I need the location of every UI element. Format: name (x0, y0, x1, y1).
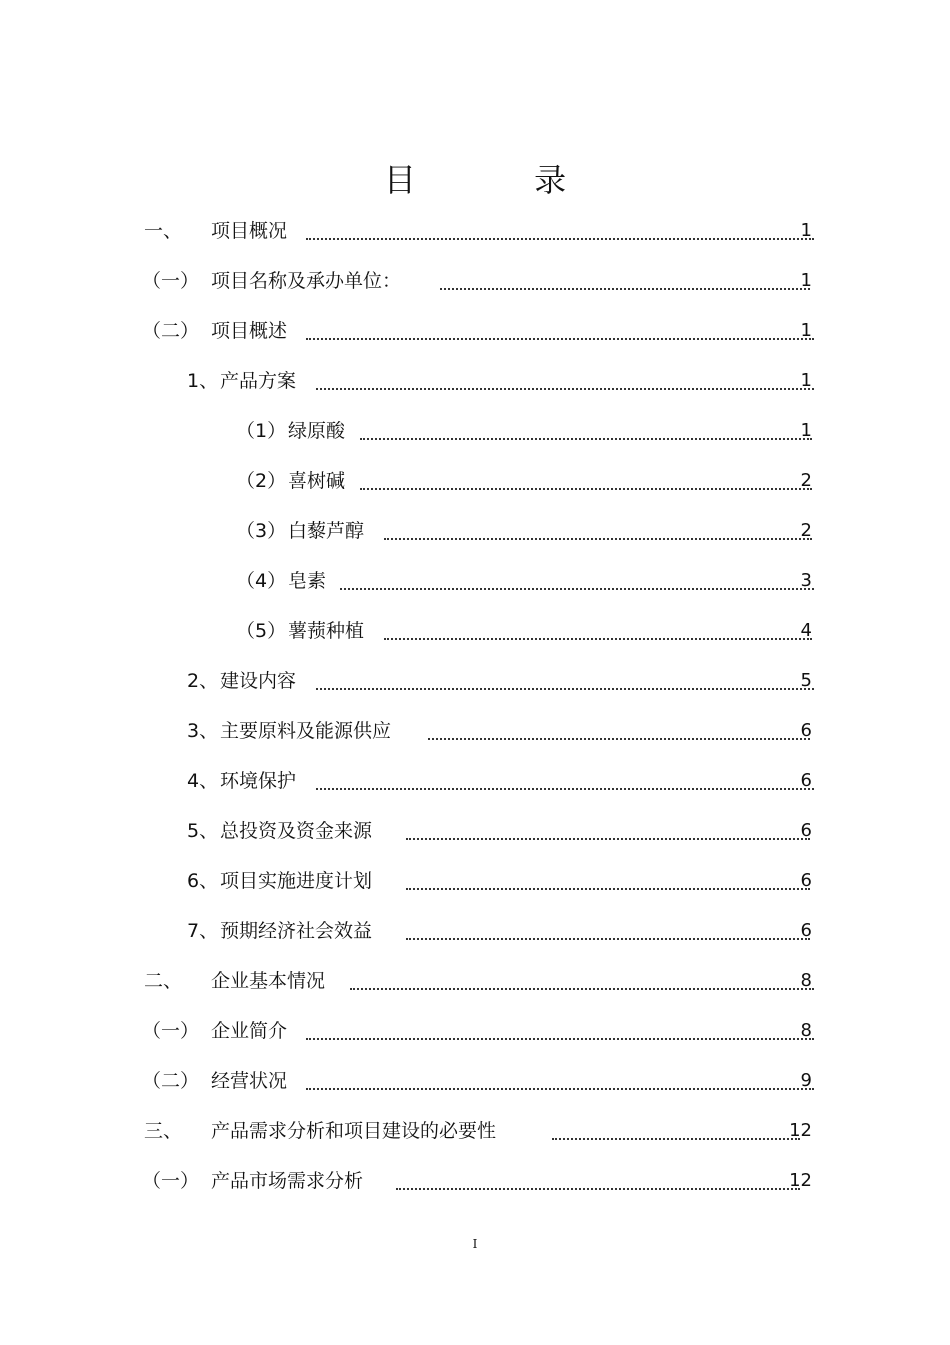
toc-entry[interactable] (0, 216, 950, 246)
toc-entry-label: 主要原料及能源供应 (220, 720, 392, 742)
toc-entry-label: 总投资及资金来源 (220, 820, 373, 842)
toc-entry-page: 12 (789, 1170, 812, 1191)
dot-leader (360, 438, 812, 440)
toc-entry[interactable] (0, 366, 950, 396)
toc-entry-page: 1 (800, 420, 812, 441)
toc-entry-number: （一） (142, 1170, 200, 1192)
toc-entry-label: 产品市场需求分析 (211, 1170, 364, 1192)
toc-entry-page: 12 (789, 1120, 812, 1141)
toc-entry-page: 6 (800, 820, 812, 841)
toc-entry-number: 一、 (144, 220, 183, 242)
toc-entry[interactable] (0, 466, 950, 496)
toc-entry-label: 项目名称及承办单位： (211, 270, 402, 292)
toc-entry[interactable] (0, 616, 950, 646)
toc-entry-label: 绿原酸 (288, 420, 346, 442)
dot-leader (350, 988, 814, 990)
toc-entry-number: （2） (236, 470, 287, 492)
dot-leader (306, 238, 814, 240)
toc-entry-label: 皂素 (288, 570, 327, 592)
toc-entry-page: 4 (800, 620, 812, 641)
toc-entry[interactable] (0, 916, 950, 946)
dot-leader (384, 638, 812, 640)
toc-entry[interactable] (0, 666, 950, 696)
toc-entry-label: 环境保护 (220, 770, 297, 792)
toc-entry[interactable] (0, 1116, 950, 1146)
toc-entry-number: 4、 (187, 770, 219, 792)
dot-leader (360, 488, 812, 490)
dot-leader (396, 1188, 800, 1190)
toc-entry-page: 1 (800, 320, 812, 341)
dot-leader (406, 938, 810, 940)
toc-entry-number: （5） (236, 620, 287, 642)
dot-leader (340, 588, 814, 590)
toc-entry-label: 企业简介 (211, 1020, 288, 1042)
toc-entry[interactable] (0, 716, 950, 746)
dot-leader (406, 838, 810, 840)
toc-entry[interactable] (0, 816, 950, 846)
toc-entry-page: 6 (800, 770, 812, 791)
dot-leader (306, 338, 814, 340)
toc-entry-label: 产品需求分析和项目建设的必要性 (211, 1120, 497, 1142)
toc-entry-number: 7、 (187, 920, 219, 942)
toc-entry-label: 经营状况 (211, 1070, 288, 1092)
toc-entry-number: （1） (236, 420, 287, 442)
toc-entry[interactable] (0, 1166, 950, 1196)
toc-entry-page: 6 (800, 870, 812, 891)
dot-leader (440, 288, 810, 290)
toc-entry-label: 预期经济社会效益 (220, 920, 373, 942)
toc-entry[interactable] (0, 416, 950, 446)
toc-entry-label: 项目概况 (211, 220, 288, 242)
toc-entry[interactable] (0, 966, 950, 996)
toc-entry-page: 1 (800, 270, 812, 291)
toc-entry-label: 产品方案 (220, 370, 297, 392)
dot-leader (306, 1088, 814, 1090)
toc-entry-number: 1、 (187, 370, 219, 392)
toc-entry-page: 9 (800, 1070, 812, 1091)
toc-entry[interactable] (0, 766, 950, 796)
toc-entry-label: 薯蓣种植 (288, 620, 365, 642)
toc-entry-label: 喜树碱 (288, 470, 346, 492)
toc-entry-number: 三、 (144, 1120, 183, 1142)
dot-leader (316, 388, 814, 390)
toc-entry-page: 2 (800, 470, 812, 491)
toc-entry[interactable] (0, 566, 950, 596)
toc-entry-label: 项目实施进度计划 (220, 870, 373, 892)
toc-entry[interactable] (0, 516, 950, 546)
toc-entry-page: 2 (800, 520, 812, 541)
toc-entry-label: 白藜芦醇 (288, 520, 365, 542)
toc-title: 目 录 (383, 161, 621, 199)
page-number: I (472, 1237, 478, 1251)
toc-entry-number: （二） (142, 1070, 200, 1092)
toc-entry-label: 建设内容 (220, 670, 297, 692)
toc-entry-page: 5 (800, 670, 812, 691)
toc-entry-number: （一） (142, 270, 200, 292)
toc-entry-number: 3、 (187, 720, 219, 742)
toc-entry-page: 8 (800, 1020, 812, 1041)
dot-leader (384, 538, 812, 540)
toc-entry-number: 二、 (144, 970, 183, 992)
toc-entry[interactable] (0, 1066, 950, 1096)
toc-entry-page: 3 (800, 570, 812, 591)
toc-entry-number: （一） (142, 1020, 200, 1042)
toc-entry[interactable] (0, 866, 950, 896)
dot-leader (316, 688, 814, 690)
dot-leader (428, 738, 810, 740)
toc-entry-label: 企业基本情况 (211, 970, 326, 992)
toc-entry-page: 6 (800, 720, 812, 741)
toc-entry-number: （3） (236, 520, 287, 542)
dot-leader (306, 1038, 814, 1040)
toc-entry-page: 1 (800, 220, 812, 241)
toc-entry-label: 项目概述 (211, 320, 288, 342)
toc-entry-number: 5、 (187, 820, 219, 842)
dot-leader (552, 1138, 800, 1140)
toc-entry[interactable] (0, 266, 950, 296)
toc-entry-page: 6 (800, 920, 812, 941)
toc-entry-page: 1 (800, 370, 812, 391)
toc-entry-number: 6、 (187, 870, 219, 892)
toc-entry[interactable] (0, 1016, 950, 1046)
toc-entry-number: （二） (142, 320, 200, 342)
dot-leader (316, 788, 814, 790)
dot-leader (406, 888, 810, 890)
toc-entry[interactable] (0, 316, 950, 346)
toc-entry-number: 2、 (187, 670, 219, 692)
toc-entry-number: （4） (236, 570, 287, 592)
toc-entry-page: 8 (800, 970, 812, 991)
